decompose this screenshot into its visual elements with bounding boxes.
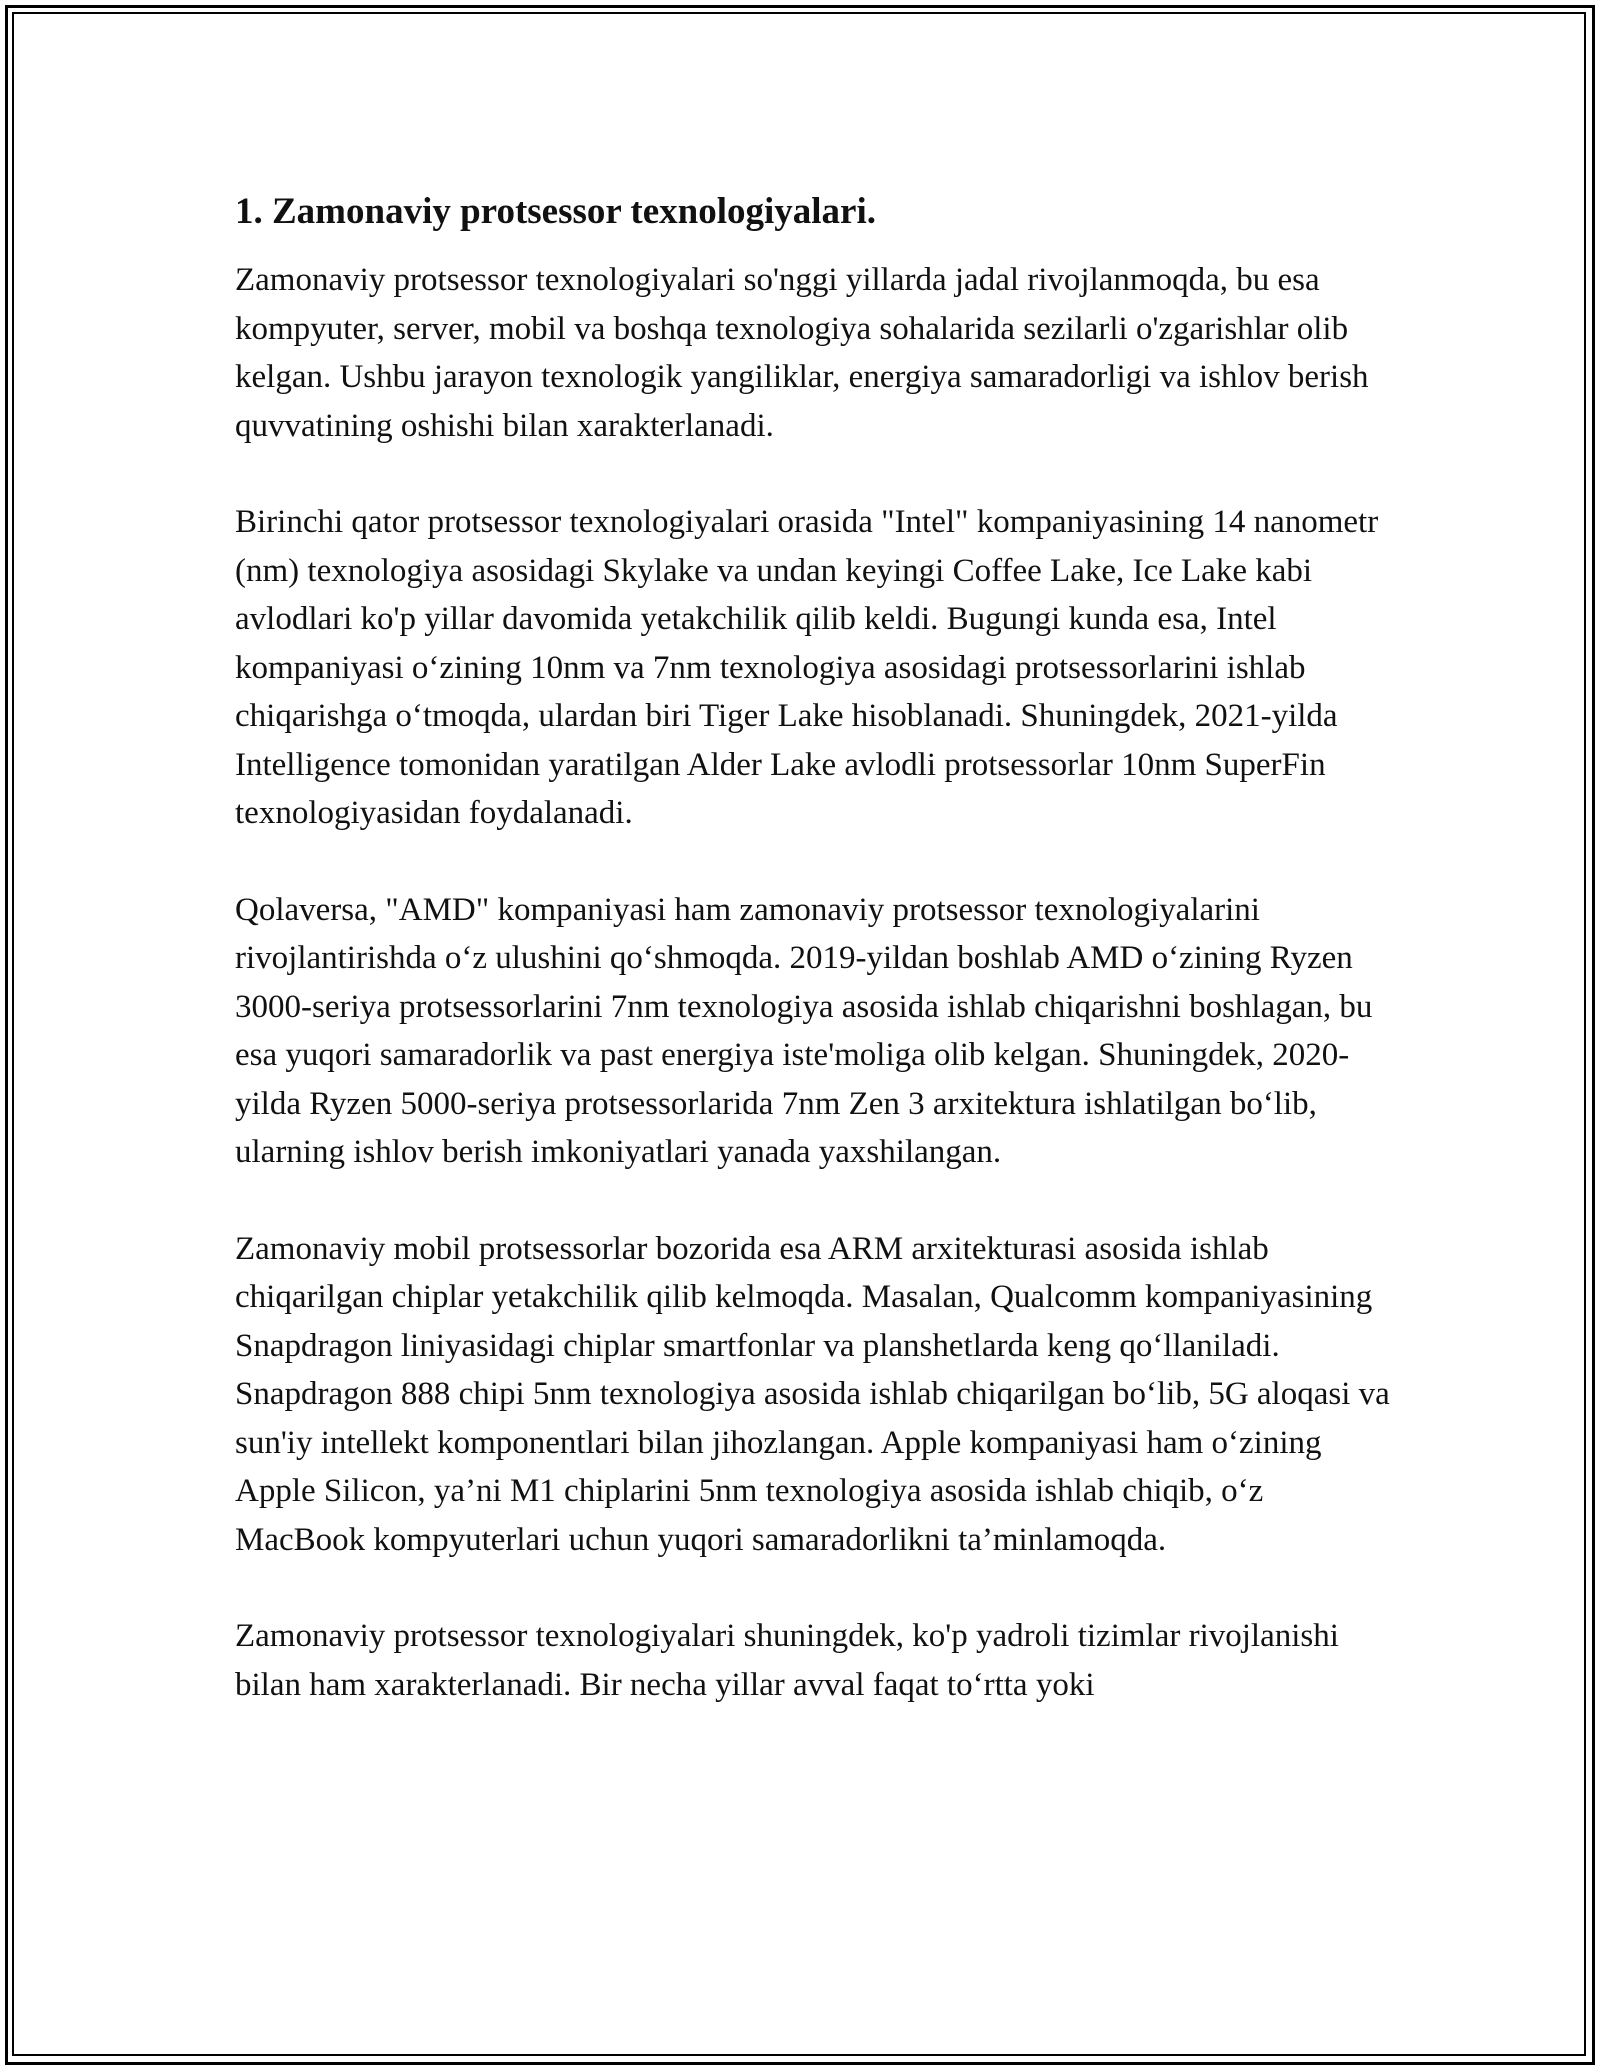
paragraph-mobile: Zamonaviy mobil protsessorlar bozorida esa ARM arxitekturasi asosida ishlab chiqarilgan chiplar yetakchilik qilib kelmoqda. Masalan, Qualcomm kompaniyasining Snapdragon liniyasidagi chiplar smartfonlar va planshetlarda keng qo‘llaniladi. Snapdragon 888 chipi 5nm texnologiya asosida ishlab chiqarilgan bo‘lib, 5G aloqasi va sun'iy intellekt komponentlari bilan jihozlangan. Apple kompaniyasi ham o‘zining Apple Silicon, ya’ni M1 chiplarini 5nm texnologiya asosida ishlab chiqib, o‘z MacBook kompyuterlari uchun yuqori samaradorlikni ta’minlamoqda. [235, 1230, 1390, 1558]
paragraph-intel: Birinchi qator protsessor texnologiyalari orasida "Intel" kompaniyasining 14 nanometr (nm) texnologiya asosidagi Skylake va undan keyingi Coffee Lake, Ice Lake kabi avlodlari ko'p yillar davomida yetakchilik qilib keldi. Bugungi kunda esa, Intel kompaniyasi o‘zining 10nm va 7nm texnologiya asosidagi protsessorlarini ishlab chiqarishga o‘tmoqda, ulardan biri Tiger Lake hisoblanadi. Shuningdek, 2021-yilda Intelligence tomonidan yaratilgan Alder Lake avlodli protsessorlar 10nm SuperFin texnologiyasidan foydalanadi. [235, 504, 1379, 832]
paragraph-intro: Zamonaviy protsessor texnologiyalari so'nggi yillarda jadal rivojlanmoqda, bu esa kompyuter, server, mobil va boshqa texnologiya sohalarida sezilarli o'zgarishlar olib kelgan. Ushbu jarayon texnologik yangiliklar, energiya samaradorligi va ishlov berish quvvatining oshishi bilan xarakterlanadi. [235, 262, 1369, 444]
section-heading: 1. Zamonaviy protsessor texnologiyalari. [235, 191, 876, 232]
document-body [235, 180, 1395, 1757]
paragraph-amd: Qolaversa, "AMD" kompaniyasi ham zamonaviy protsessor texnologiyalarini rivojlantirishda o‘z ulushini qo‘shmoqda. 2019-yildan boshlab AMD o‘zining Ryzen 3000-seriya protsessorlarini 7nm texnologiya asosida ishlab chiqarishni boshlagan, bu esa yuqori samaradorlik va past energiya iste'moliga olib kelgan. Shuningdek, 2020-yilda Ryzen 5000-seriya protsessorlarida 7nm Zen 3 arxitektura ishlatilgan bo‘lib, ularning ishlov berish imkoniyatlari yanada yaxshilangan. [235, 891, 1373, 1171]
paragraph-multicore: Zamonaviy protsessor texnologiyalari shuningdek, ko'p yadroli tizimlar rivojlanishi bilan ham xarakterlanadi. Bir necha yillar avval faqat to‘rtta yoki [235, 1618, 1339, 1703]
